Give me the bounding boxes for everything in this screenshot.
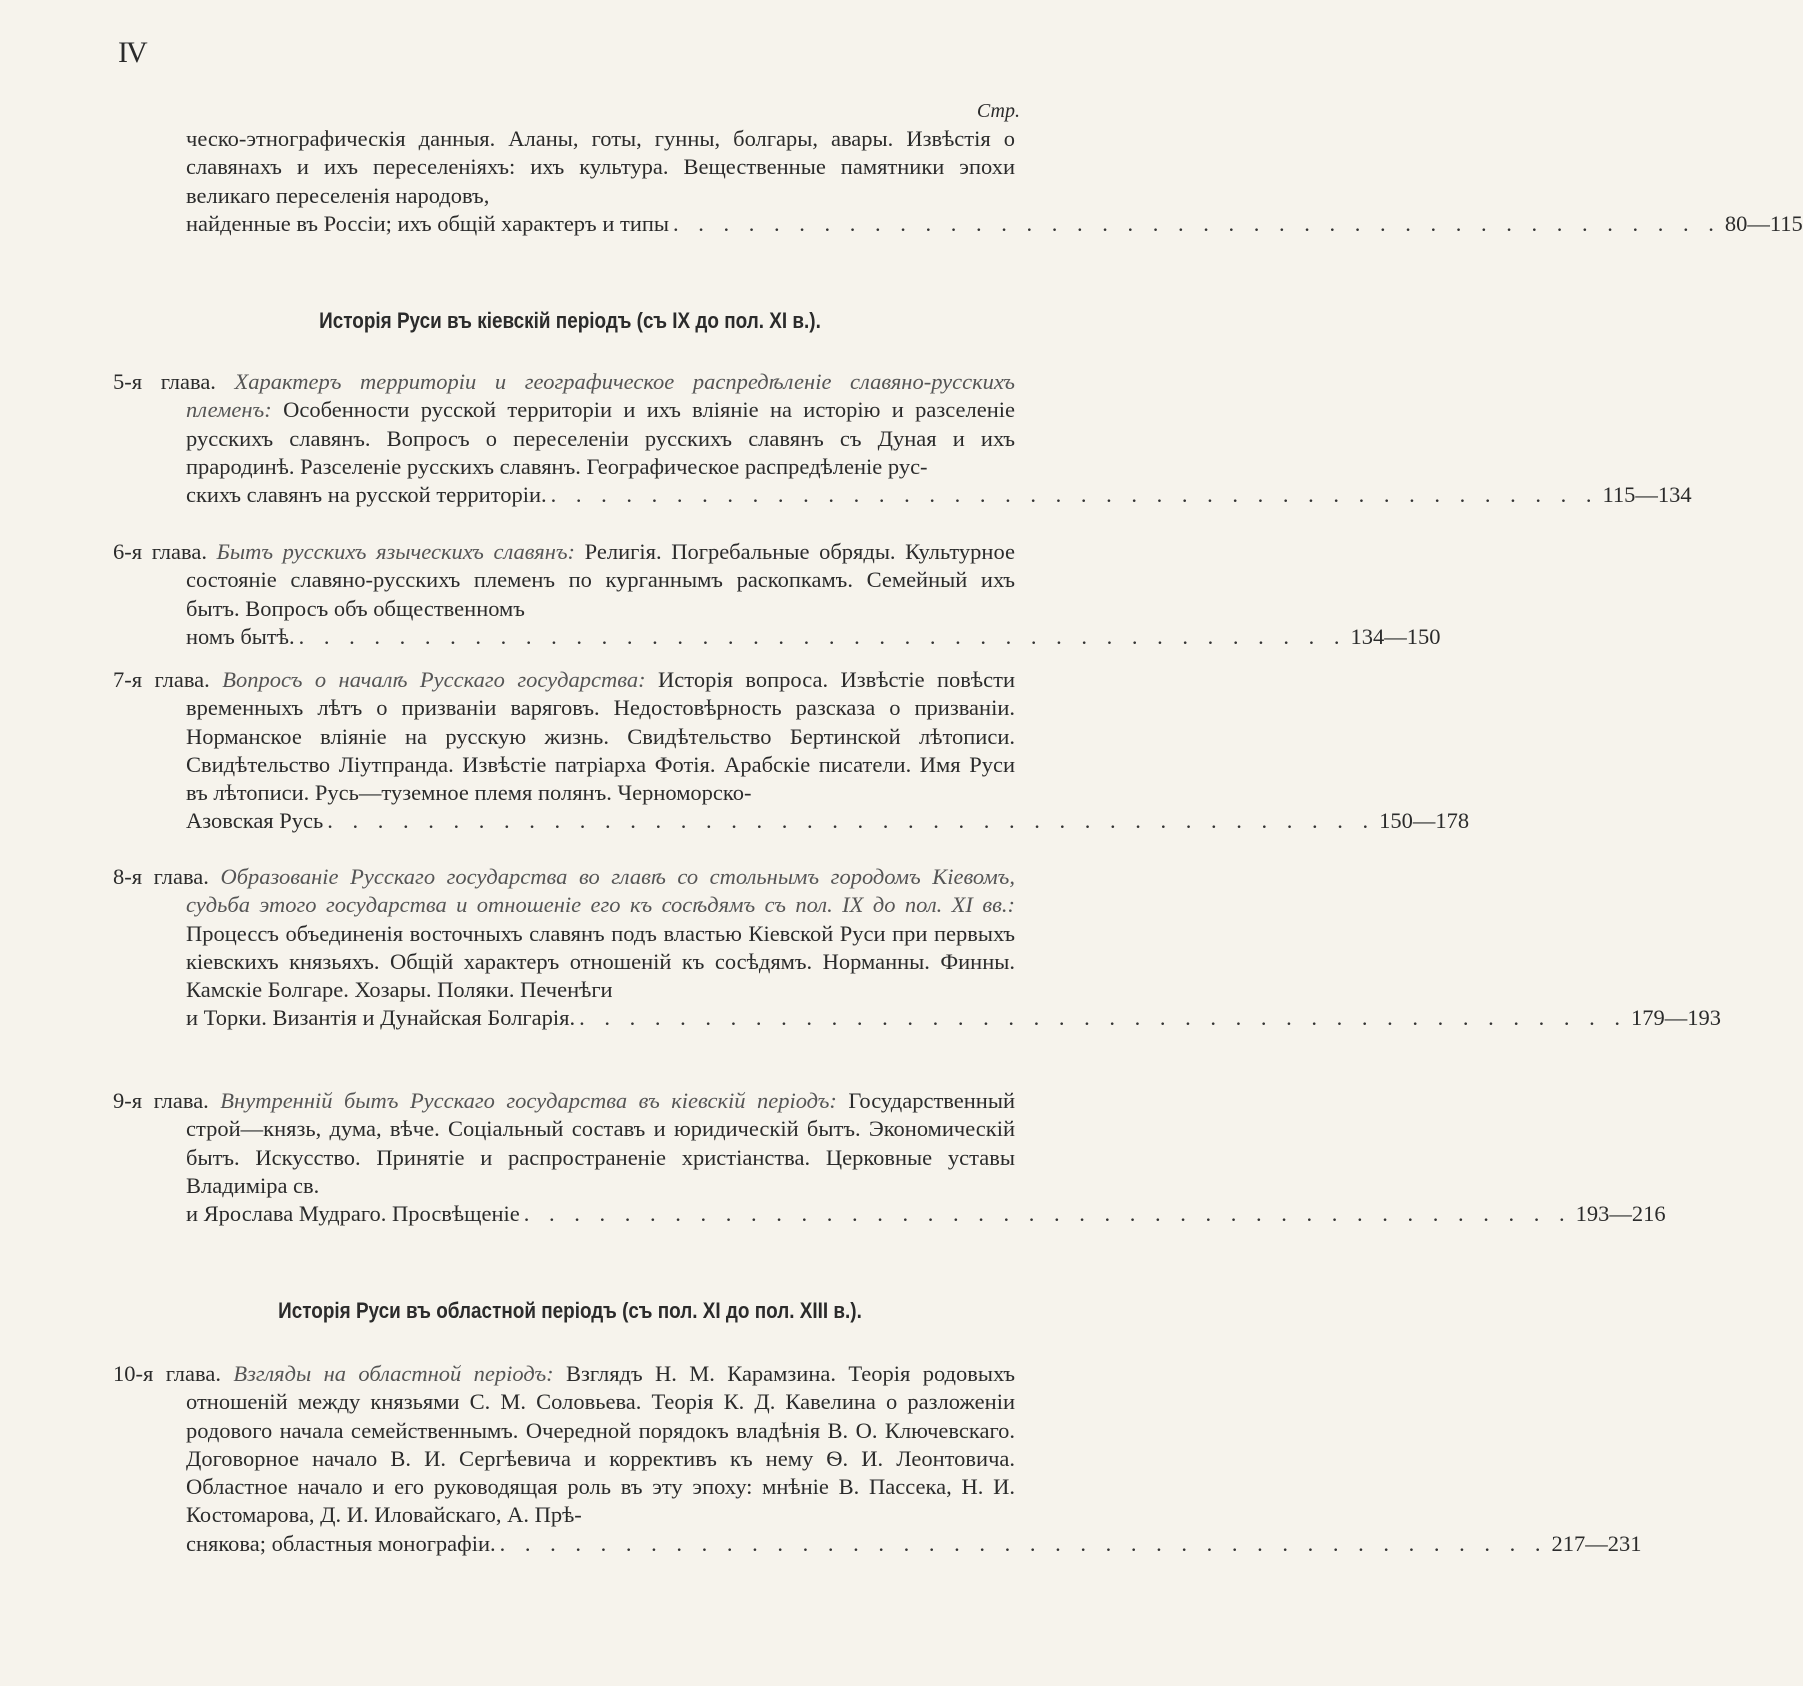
- entry-last-line: [113, 481, 1692, 509]
- entry-last-text: и Ярослава Мудраго. Просвѣщеніе: [186, 1201, 520, 1227]
- toc-entry-chapter-10: [113, 1360, 1642, 1558]
- toc-entry-chapter-7: [113, 666, 1470, 836]
- chapter-text: Религія. Погребальные обряды. Культурное состояніе славяно-русскихъ племенъ по курганнымъ раскопкамъ. Семейный ихъ бытъ. Вопросъ объ общественномъ: [186, 539, 1015, 621]
- toc-entry-continuation: [113, 125, 1803, 238]
- entry-pages: 179—193: [1631, 1005, 1721, 1031]
- entry-pages: 150—178: [1379, 808, 1470, 834]
- entry-last-line: [113, 1200, 1666, 1228]
- chapter-number: 7-я глава.: [113, 667, 210, 692]
- chapter-title: Бытъ русскихъ языческихъ славянъ:: [216, 539, 576, 564]
- leader-dots: . . . . . . . . . . . . . . . . . . . . . . . . . . . . . . . . . . . . . . . . . .: [523, 1201, 1572, 1227]
- leader-dots: . . . . . . . . . . . . . . . . . . . . . . . . . . . . . . . . . . . . . . . . . .: [298, 623, 1347, 649]
- chapter-title: Взгляды на областной періодъ:: [233, 1361, 554, 1386]
- chapter-text: Взглядъ Н. М. Карамзина. Теорія родовыхъ отношеній между князьями С. М. Соловьева. Теорія К. Д. Кавелина о разложеніи родового начала семейственнымъ. Очередной порядокъ владѣнія В. О. Ключевскаго. Договорное начало В. И. Сергѣевича и коррективъ къ нему Ѳ. И. Леонтовича. Областное начало и его руководящая роль въ эту эпоху: мнѣніе В. Пассека, Н. И. Костомарова, Д. И. Иловайскаго, А. Прѣ-: [186, 1361, 1016, 1528]
- chapter-number: 10-я глава.: [113, 1361, 221, 1386]
- section-heading-kiev: Исторія Руси въ кіевскій періодъ (съ IX до пол. XI в.).: [319, 308, 821, 333]
- chapter-title: Образованіе Русскаго государства во главѣ со стольнымъ городомъ Кіевомъ, судьба этого государства и отношеніе его къ сосѣдямъ съ пол. IX до пол. XI вв.:: [186, 864, 1015, 918]
- entry-last-text: номъ бытѣ.: [186, 623, 295, 649]
- entry-last-line: [113, 1530, 1642, 1558]
- chapter-number: 8-я глава.: [113, 864, 209, 889]
- entry-last-text: снякова; областныя монографіи.: [186, 1530, 496, 1556]
- entry-last-text: Азовская Русь: [186, 808, 324, 834]
- entry-body: [113, 368, 1015, 481]
- chapter-title: Характеръ территоріи и географическое распредѣленіе славяно-русскихъ племенъ:: [186, 369, 1015, 423]
- chapter-number: 5-я глава.: [113, 369, 216, 394]
- entry-body: [113, 666, 1015, 807]
- leader-dots: . . . . . . . . . . . . . . . . . . . . . . . . . . . . . . . . . . . . . . . . . .: [327, 808, 1376, 834]
- toc-entry-chapter-8: [113, 863, 1721, 1033]
- entry-pages: 134—150: [1350, 623, 1441, 649]
- entry-last-text: и Торки. Византія и Дунайская Болгарія.: [186, 1005, 576, 1031]
- leader-dots: . . . . . . . . . . . . . . . . . . . . . . . . . . . . . . . . . . . . . . . . . .: [673, 210, 1721, 236]
- entry-pages: 80—115: [1724, 210, 1803, 236]
- entry-body: [113, 1360, 1015, 1530]
- section-heading-regional: Исторія Руси въ областной періодъ (съ пол. XI до пол. XIII в.).: [278, 1298, 862, 1323]
- entry-last-text: скихъ славянъ на русской территоріи.: [186, 482, 547, 508]
- toc-entry-chapter-6: [113, 538, 1441, 651]
- chapter-text: Процессъ объединенія восточныхъ славянъ подъ властью Кіевской Руси при первыхъ кіевскихъ князьяхъ. Общій характеръ отношеній къ сосѣдямъ. Норманны. Финны. Камскіе Болгаре. Хозары. Поляки. Печенѣги: [186, 920, 1015, 1003]
- chapter-title: Вопросъ о началѣ Русскаго государства:: [222, 667, 646, 692]
- toc-entry-chapter-5: [113, 368, 1692, 509]
- entry-pages: 217—231: [1551, 1530, 1642, 1556]
- chapter-text: Особенности русской территоріи и ихъ вліяніе на исторію и разселеніе русскихъ славянъ. Вопросъ о переселеніи русскихъ славянъ съ Дуная и ихъ прародинѣ. Разселеніе русскихъ славянъ. Географическое распредѣленіе рус-: [186, 397, 1015, 479]
- chapter-number: 6-я глава.: [113, 539, 207, 564]
- page-number: IV: [118, 36, 146, 69]
- entry-body: [113, 863, 1015, 1004]
- chapter-number: 9-я глава.: [113, 1088, 209, 1113]
- entry-last-line: [113, 210, 1803, 238]
- entry-last-line: [113, 1004, 1721, 1032]
- toc-entry-chapter-9: [113, 1087, 1666, 1228]
- entry-pages: 115—134: [1602, 482, 1692, 508]
- chapter-text: Государственный строй—князь, дума, вѣче. Соціальный составъ и юридическій бытъ. Экономическій бытъ. Искусство. Принятіе и распространеніе христіанства. Церковные уставы Владиміра св.: [186, 1088, 1015, 1198]
- entry-text: ческо-этнографическія данныя. Аланы, готы, гунны, болгары, авары. Извѣстія о славянахъ и ихъ переселеніяхъ: ихъ культура. Вещественные памятники эпохи великаго переселенія народовъ,: [186, 126, 1015, 208]
- entry-last-line: [113, 807, 1470, 835]
- entry-pages: 193—216: [1575, 1201, 1666, 1227]
- leader-dots: . . . . . . . . . . . . . . . . . . . . . . . . . . . . . . . . . . . . . . . . . .: [550, 482, 1599, 508]
- pages-column-label: Стр.: [976, 100, 1020, 122]
- entry-last-line: [113, 623, 1441, 651]
- entry-body: [113, 1087, 1015, 1200]
- entry-last-text: найденные въ Россіи; ихъ общій характеръ и типы: [186, 210, 670, 236]
- chapter-text: Исторія вопроса. Извѣстіе повѣсти временныхъ лѣтъ о призваніи варяговъ. Недостовѣрность разсказа о призваніи. Норманское вліяніе на русскую жизнь. Свидѣтельство Бертинской лѣтописи. Свидѣтельство Ліутпранда. Извѣстіе патріарха Фотія. Арабскіе писатели. Имя Руси въ лѣтописи. Русь—туземное племя полянъ. Черноморско-: [186, 667, 1016, 806]
- entry-body: [113, 538, 1015, 623]
- leader-dots: . . . . . . . . . . . . . . . . . . . . . . . . . . . . . . . . . . . . . . . . . .: [579, 1005, 1627, 1031]
- leader-dots: . . . . . . . . . . . . . . . . . . . . . . . . . . . . . . . . . . . . . . . . . .: [499, 1530, 1548, 1556]
- chapter-title: Внутренній бытъ Русскаго государства въ кіевскій періодъ:: [220, 1088, 837, 1113]
